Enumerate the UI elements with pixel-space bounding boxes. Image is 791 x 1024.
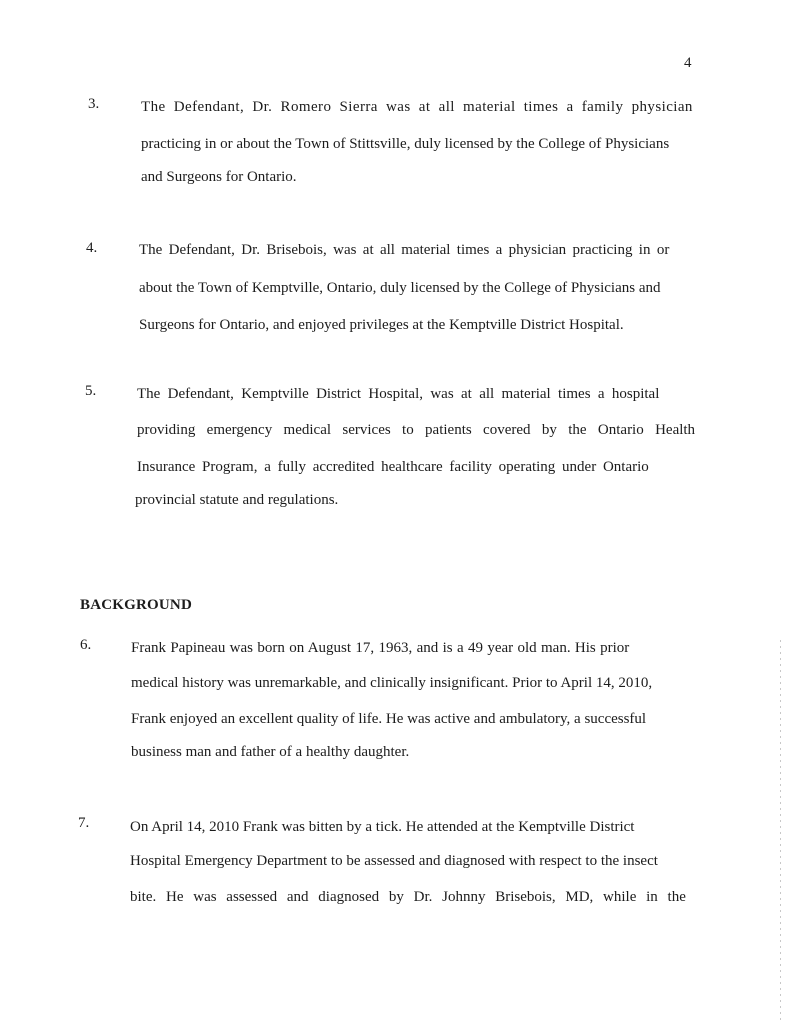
paragraph-line: about the Town of Kemptville, Ontario, duly licensed by the College of Physicians and <box>139 280 661 296</box>
paragraph-line: The Defendant, Dr. Brisebois, was at all material times a physician practicing in or <box>139 242 670 258</box>
paragraph-line: On April 14, 2010 Frank was bitten by a tick. He attended at the Kemptville District <box>130 819 635 835</box>
paragraph-line: Insurance Program, a fully accredited healthcare facility operating under Ontario <box>137 459 649 475</box>
paragraph-line: business man and father of a healthy daughter. <box>131 744 410 760</box>
paragraph-line: providing emergency medical services to patients covered by the Ontario Health <box>137 422 696 438</box>
paragraph-line: practicing in or about the Town of Stittsville, duly licensed by the College of Physicians <box>141 136 670 152</box>
paragraph-line: Frank enjoyed an excellent quality of life. He was active and ambulatory, a successful <box>131 711 647 727</box>
paragraph-number: 4. <box>86 240 98 256</box>
paragraph-line: Hospital Emergency Department to be assessed and diagnosed with respect to the insect <box>130 853 658 869</box>
paragraph-line: and Surgeons for Ontario. <box>141 169 297 185</box>
paragraph-line: provincial statute and regulations. <box>135 492 339 508</box>
paragraph-line: medical history was unremarkable, and clinically insignificant. Prior to April 14, 2010, <box>131 675 653 691</box>
paragraph-number: 5. <box>85 383 97 399</box>
paragraph-number: 3. <box>88 96 100 112</box>
scan-artifact <box>780 640 781 1020</box>
page-number: 4 <box>684 55 692 71</box>
paragraph-number: 7. <box>78 815 90 831</box>
paragraph-line: Frank Papineau was born on August 17, 1963, and is a 49 year old man. His prior <box>131 640 630 656</box>
paragraph-line: The Defendant, Dr. Romero Sierra was at all material times a family physician <box>141 99 693 115</box>
paragraph-line: Surgeons for Ontario, and enjoyed privileges at the Kemptville District Hospital. <box>139 317 624 333</box>
paragraph-number: 6. <box>80 637 92 653</box>
paragraph-line: bite. He was assessed and diagnosed by Dr. Johnny Brisebois, MD, while in the <box>130 889 686 905</box>
paragraph-line: The Defendant, Kemptville District Hospital, was at all material times a hospital <box>137 386 660 402</box>
section-heading: BACKGROUND <box>80 597 193 613</box>
